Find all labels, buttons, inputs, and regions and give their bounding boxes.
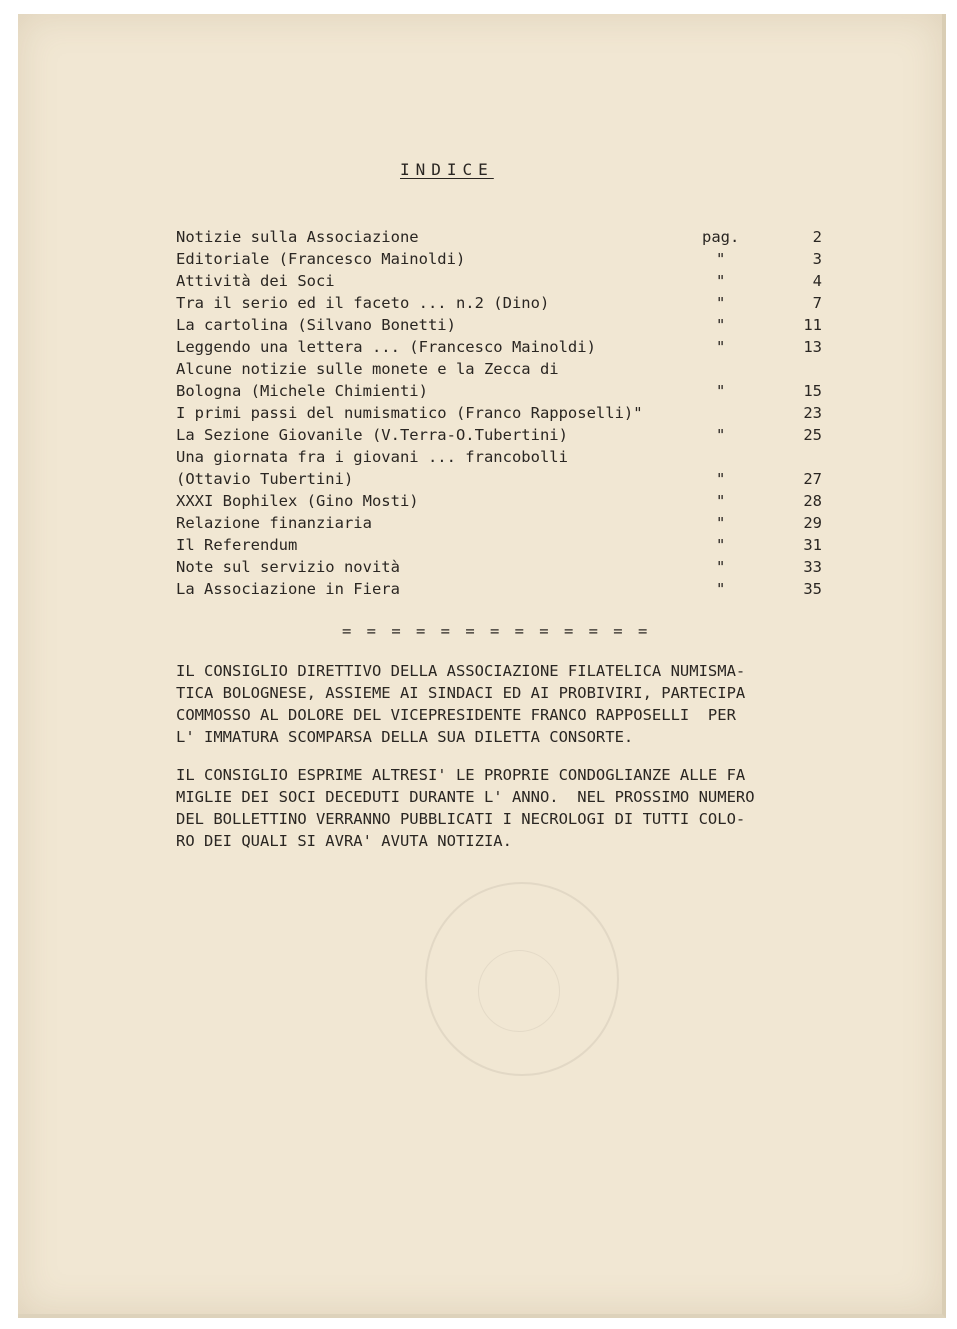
paragraph-line: RO DEI QUALI SI AVRA' AVUTA NOTIZIA. [176,832,512,850]
toc-entry [176,424,836,446]
toc-entry-ditto: " [716,382,726,400]
toc-entry-title: XXXI Bophilex (Gino Mosti) [176,492,419,510]
toc-entry [176,270,836,292]
condolences-paragraph [176,764,876,852]
toc-entry-ditto: " [716,272,726,290]
toc-entry-page: 4 [812,272,822,290]
paragraph-line: L' IMMATURA SCOMPARSA DELLA SUA DILETTA CONSORTE. [176,728,634,746]
toc-entry [176,226,836,248]
toc-entry [176,380,836,402]
toc-entry-ditto: " [716,316,726,334]
toc-entry-page: 3 [812,250,822,268]
paragraph-line: IL CONSIGLIO DIRETTIVO DELLA ASSOCIAZIONE FILATELICA NUMISMA- [176,662,746,680]
toc-entry [176,248,836,270]
toc-entry-page: 15 [803,382,822,400]
toc-entry-page: 28 [803,492,822,510]
toc-entry-ditto: " [716,426,726,444]
toc-entry-title: La Associazione in Fiera [176,580,400,598]
toc-entry [176,490,836,512]
table-of-contents [176,226,836,600]
toc-entry [176,358,836,380]
toc-entry-title: La cartolina (Silvano Bonetti) [176,316,456,334]
paragraph-line: DEL BOLLETTINO VERRANNO PUBBLICATI I NECROLOGI DI TUTTI COLO- [176,810,746,828]
toc-entry-title: Bologna (Michele Chimienti) [176,382,428,400]
toc-entry-title: Leggendo una lettera ... (Francesco Mainoldi) [176,338,596,356]
toc-entry-page: 7 [812,294,822,312]
index-title: INDICE [400,160,494,179]
toc-entry-page: 35 [803,580,822,598]
toc-entry-page: 25 [803,426,822,444]
toc-entry-page: 27 [803,470,822,488]
toc-entry-ditto: " [716,338,726,356]
toc-entry-title: I primi passi del numismatico (Franco Rapposelli)" [176,404,643,422]
toc-entry-page: 23 [803,404,822,422]
toc-entry-title: (Ottavio Tubertini) [176,470,354,488]
separator-line: = = = = = = = = = = = = = [342,622,651,640]
paragraph-line: IL CONSIGLIO ESPRIME ALTRESI' LE PROPRIE CONDOGLIANZE ALLE FA [176,766,746,784]
toc-entry-title: Tra il serio ed il faceto ... n.2 (Dino) [176,294,550,312]
toc-entry-ditto: " [716,536,726,554]
toc-entry-title: Attività dei Soci [176,272,335,290]
toc-entry-page: 13 [803,338,822,356]
toc-entry [176,336,836,358]
toc-entry-title: La Sezione Giovanile (V.Terra-O.Tubertini) [176,426,568,444]
toc-entry-title: Una giornata fra i giovani ... francobolli [176,448,568,466]
toc-entry-ditto: " [716,470,726,488]
toc-entry-title: Relazione finanziaria [176,514,372,532]
toc-entry [176,402,836,424]
toc-entry-page: 29 [803,514,822,532]
paragraph-line: COMMOSSO AL DOLORE DEL VICEPRESIDENTE FRANCO RAPPOSELLI PER [176,706,736,724]
toc-entry [176,578,836,600]
toc-entry-ditto: pag. [702,228,740,246]
paragraph-line: MIGLIE DEI SOCI DECEDUTI DURANTE L' ANNO. NEL PROSSIMO NUMERO [176,788,755,806]
toc-entry-ditto: " [716,492,726,510]
toc-entry-title: Notizie sulla Associazione [176,228,419,246]
faint-stamp-inner [478,950,560,1032]
toc-entry-title: Editoriale (Francesco Mainoldi) [176,250,466,268]
toc-entry-ditto: " [716,294,726,312]
toc-entry-page: 33 [803,558,822,576]
toc-entry-ditto: " [716,558,726,576]
toc-entry [176,446,836,468]
toc-entry [176,556,836,578]
toc-entry [176,534,836,556]
toc-entry [176,512,836,534]
toc-entry-title: Alcune notizie sulle monete e la Zecca di [176,360,559,378]
toc-entry [176,292,836,314]
toc-entry [176,314,836,336]
toc-entry-page: 11 [803,316,822,334]
toc-entry [176,468,836,490]
toc-entry-page: 2 [812,228,822,246]
announcement-paragraph [176,660,876,748]
toc-entry-ditto: " [716,580,726,598]
toc-entry-title: Note sul servizio novità [176,558,400,576]
toc-entry-ditto: " [716,250,726,268]
toc-entry-page: 31 [803,536,822,554]
paragraph-line: TICA BOLOGNESE, ASSIEME AI SINDACI ED AI PROBIVIRI, PARTECIPA [176,684,746,702]
toc-entry-title: Il Referendum [176,536,298,554]
toc-entry-ditto: " [716,514,726,532]
